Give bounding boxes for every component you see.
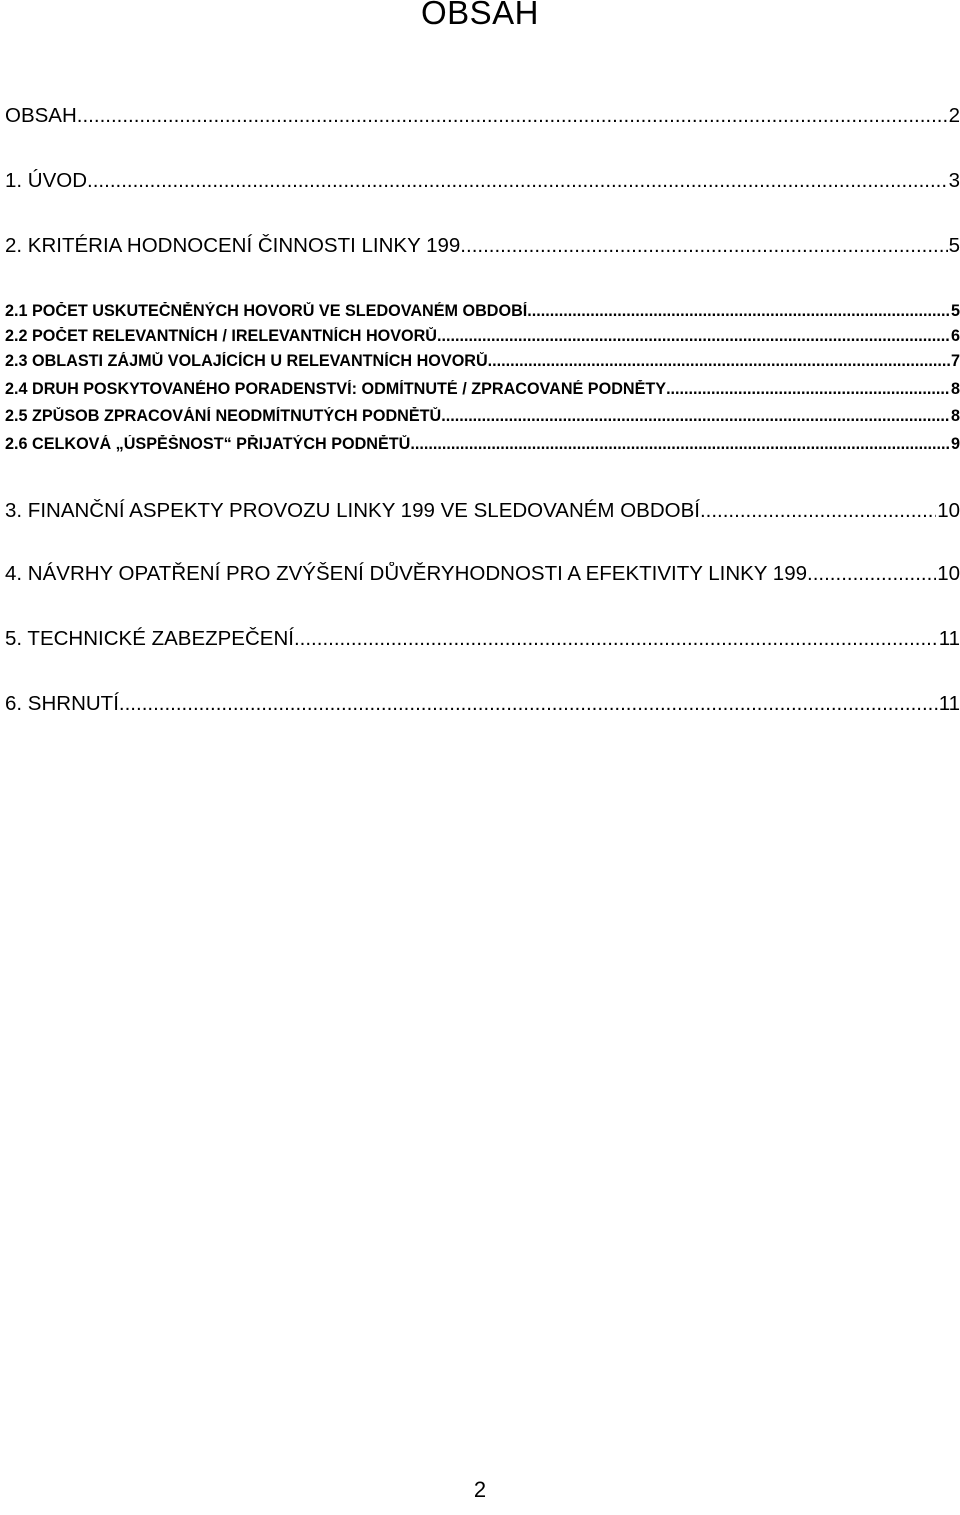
toc-entry-label: 2.1 POČET USKUTEČNĚNÝCH HOVORŮ VE SLEDOVANÉM OBDOBÍ (5, 302, 527, 321)
toc-entry-uvod[interactable] (5, 169, 960, 193)
toc-entry-page: 6 (950, 327, 960, 346)
toc-leader-dots (527, 302, 950, 321)
toc-entry-kriteria[interactable] (5, 234, 960, 258)
toc-entry-page: 8 (950, 380, 960, 399)
toc-entry-2-1[interactable] (5, 302, 960, 321)
toc-entry-page: 11 (938, 692, 960, 716)
toc-entry-shrnuti[interactable] (5, 692, 960, 716)
toc-leader-dots (488, 352, 950, 371)
toc-entry-label: 2.6 CELKOVÁ „ÚSPĚŠNOST“ PŘIJATÝCH PODNĚTŮ (5, 435, 410, 454)
toc-entry-label: 6. SHRNUTÍ (5, 692, 119, 716)
toc-entry-page: 3 (948, 169, 960, 193)
toc-entry-page: 10 (936, 562, 960, 586)
toc-leader-dots (87, 169, 948, 193)
toc-entry-label: 2. KRITÉRIA HODNOCENÍ ČINNOSTI LINKY 199. (5, 234, 466, 258)
toc-entry-financni-aspekty[interactable] (5, 499, 960, 523)
toc-leader-dots (410, 435, 950, 454)
toc-entry-page: 5 (950, 302, 960, 321)
toc-entry-obsah[interactable] (5, 104, 960, 128)
toc-entry-technicke-zabezpeceni[interactable] (5, 627, 960, 651)
toc-entry-page: 2 (948, 104, 960, 128)
toc-entry-2-5[interactable] (5, 407, 960, 426)
toc-entry-page: 9 (950, 435, 960, 454)
toc-entry-label: 4. NÁVRHY OPATŘENÍ PRO ZVÝŠENÍ DŮVĚRYHODNOSTI A EFEKTIVITY LINKY 199 (5, 562, 807, 586)
toc-entry-label: 2.3 OBLASTI ZÁJMŮ VOLAJÍCÍCH U RELEVANTNÍCH HOVORŮ (5, 352, 488, 371)
toc-entry-page: 11 (938, 627, 960, 651)
toc-leader-dots (77, 104, 948, 128)
toc-entry-label: 2.2 POČET RELEVANTNÍCH / IRELEVANTNÍCH HOVORŮ (5, 327, 437, 346)
toc-entry-page: 10 (936, 499, 960, 523)
toc-entry-2-4[interactable] (5, 380, 960, 399)
toc-entry-page: 7 (950, 352, 960, 371)
toc-entry-label: 2.5 ZPŮSOB ZPRACOVÁNÍ NEODMÍTNUTÝCH PODNĚTŮ (5, 407, 441, 426)
toc-entry-page: 5 (948, 234, 960, 258)
toc-entry-label: 2.4 DRUH POSKYTOVANÉHO PORADENSTVÍ: ODMÍTNUTÉ / ZPRACOVANÉ PODNĚTY (5, 380, 666, 399)
toc-leader-dots (807, 562, 936, 586)
toc-entry-2-3[interactable] (5, 352, 960, 371)
toc-leader-dots (441, 407, 950, 426)
page-number: 2 (473, 1477, 487, 1502)
toc-leader-dots (666, 380, 950, 399)
toc-entry-label: OBSAH (5, 104, 77, 128)
toc-entry-label: 1. ÚVOD (5, 169, 87, 193)
toc-leader-dots (466, 234, 948, 258)
toc-leader-dots (700, 499, 936, 523)
toc-leader-dots (294, 627, 938, 651)
toc-leader-dots (437, 327, 950, 346)
toc-leader-dots (119, 692, 938, 716)
toc-entry-label: 3. FINANČNÍ ASPEKTY PROVOZU LINKY 199 VE SLEDOVANÉM OBDOBÍ (5, 499, 700, 523)
toc-entry-label: 5. TECHNICKÉ ZABEZPEČENÍ (5, 627, 294, 651)
toc-entry-navrhy-opatreni[interactable] (5, 562, 960, 586)
toc-entry-2-2[interactable] (5, 327, 960, 346)
toc-entry-page: 8 (950, 407, 960, 426)
page-title: OBSAH (420, 0, 540, 31)
toc-entry-2-6[interactable] (5, 435, 960, 454)
